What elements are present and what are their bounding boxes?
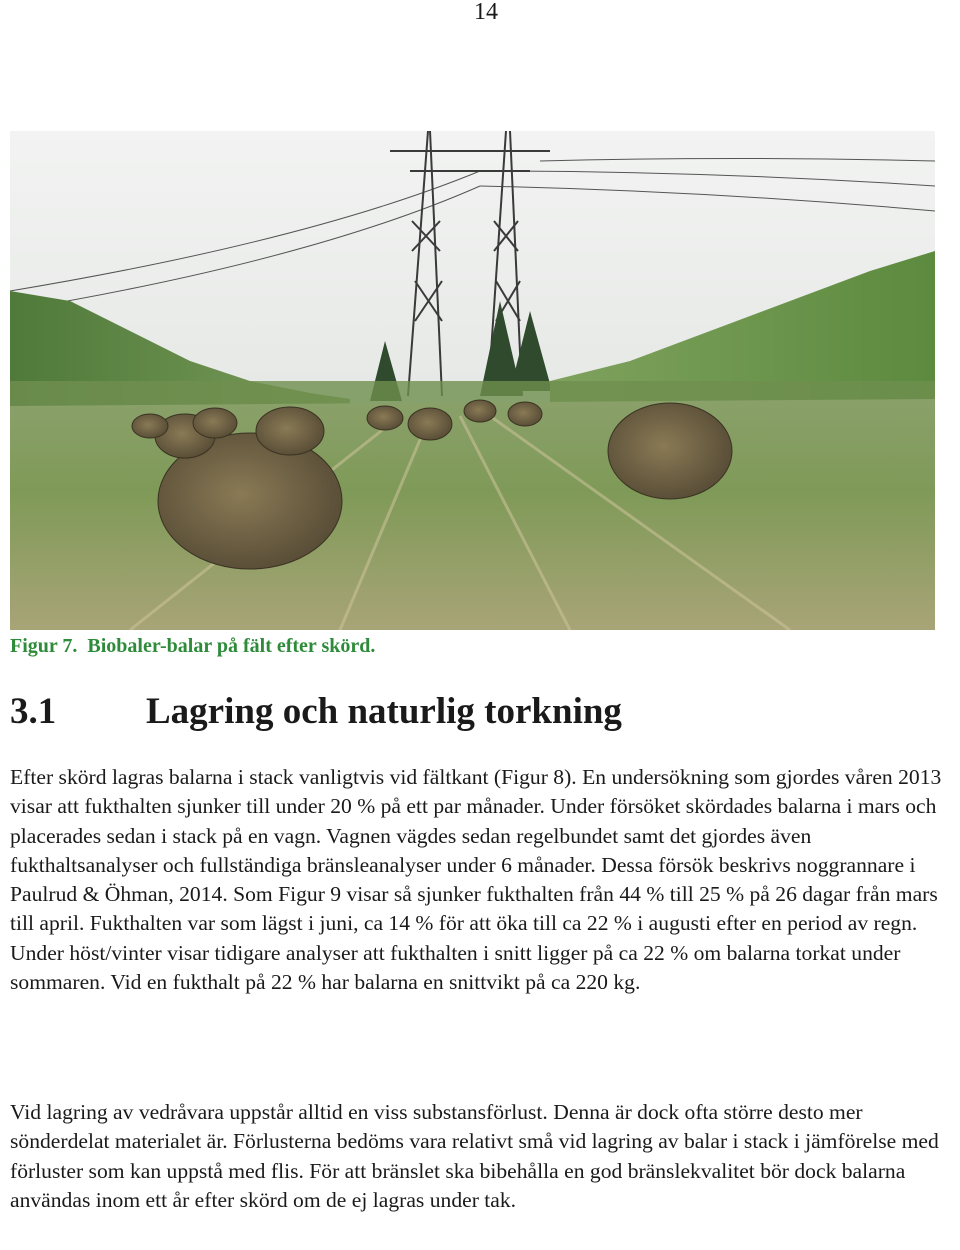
section-title: Lagring och naturlig torkning	[146, 691, 622, 732]
bale-front-right	[608, 403, 732, 499]
body-paragraph: Vid lagring av vedråvara uppstår alltid en viss substansförlust. Denna är dock ofta större desto mer sönderdelat materialet är. Förlusterna bedöms vara relativt små vid lagring av balar i stack i jämförelse med förluster som kan uppstå med flis. För att bränslet ska bibehålla en god bränslekvalitet bör dock balarna användas inom ett år efter skörd om de ej lagras under tak.	[10, 1100, 939, 1212]
figure-caption: Figur 7. Biobaler-balar på fält efter skörd.	[10, 635, 376, 657]
body-paragraph: Efter skörd lagras balarna i stack vanligtvis vid fältkant (Figur 8). En undersökning som gjordes våren 2013 visar att fukthalten sjunker till under 20 % på ett par månader. Under försöket skördades balarna i mars och placerades sedan i stack på en vagn. Vagnen vägdes sedan regelbundet samt det gjordes även fukthaltsanalyser och fullständiga bränsleanalyser under 6 månader. Dessa försök beskrivs noggrannare i Paulrud & Öhman, 2014. Som Figur 9 visar så sjunker fukthalten från 44 % till 25 % på 26 dagar från mars till april. Fukthalten var som lägst i juni, ca 14 % för att öka till ca 22 % i augusti efter en period av regn. Under höst/vinter visar tidigare analyser att fukthalten i snitt ligger på ca 22 % om balarna torkat under sommaren. Vid en fukthalt på 22 % har balarna en snittvikt på ca 220 kg.	[10, 765, 942, 995]
section-number: 3.1	[10, 691, 57, 732]
field-photo-illustration	[10, 131, 935, 630]
section-heading	[10, 690, 622, 734]
page-number: 14	[474, 0, 498, 25]
figure-photo	[10, 131, 935, 630]
